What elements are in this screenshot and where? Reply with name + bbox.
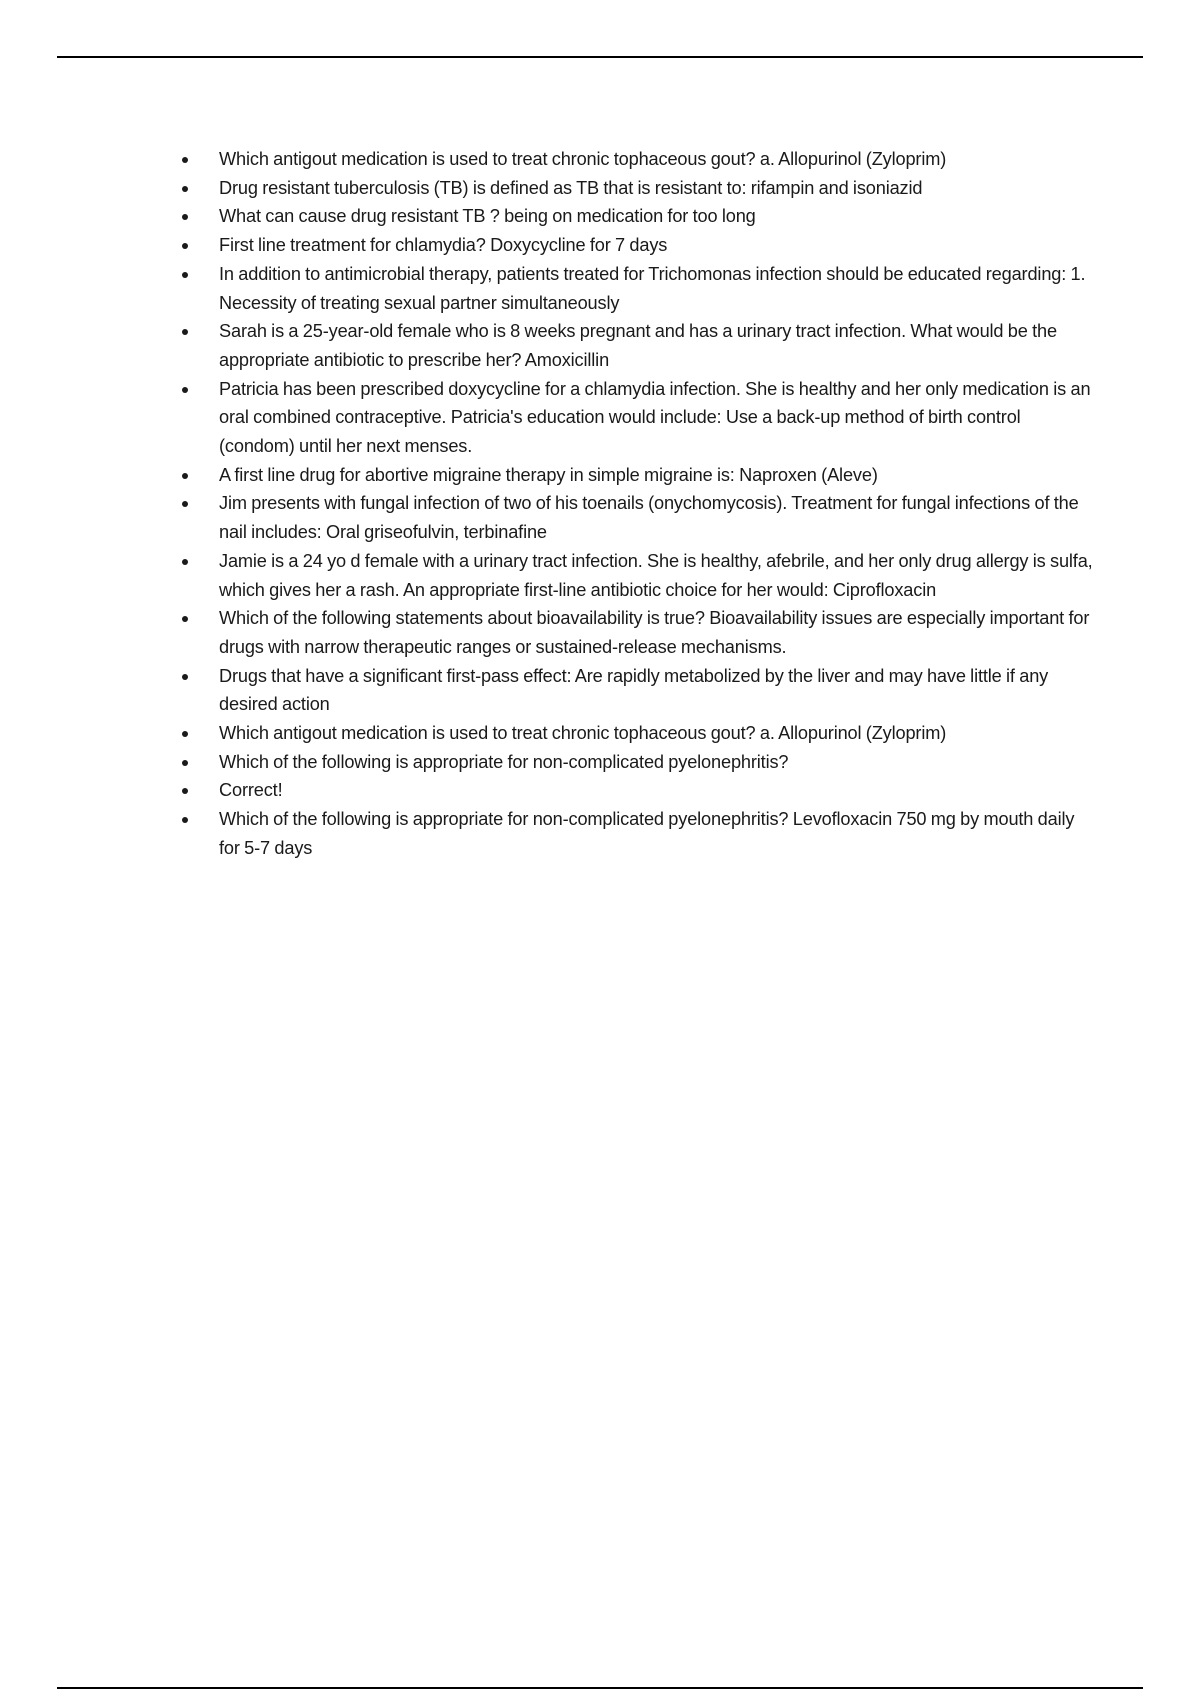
list-item: [160, 604, 1095, 661]
list-item-text: Jim presents with fungal infection of two of his toenails (onychomycosis). Treatment for fungal infections of the nail includes: Oral griseofulvin, terbinafine: [219, 493, 1079, 543]
bullet-icon: [182, 272, 188, 278]
list-item: [160, 145, 1095, 174]
list-item-text: Which of the following is appropriate for non-complicated pyelonephritis? Levofloxacin 750 mg by mouth daily for 5-7 days: [219, 809, 1075, 858]
list-item: [160, 776, 1095, 805]
bullet-icon: [182, 387, 188, 393]
list-item: [160, 662, 1095, 719]
list-item: [160, 748, 1095, 777]
bullet-icon: [182, 674, 188, 680]
list-item: [160, 719, 1095, 748]
list-item: [160, 489, 1095, 546]
list-item: [160, 547, 1095, 604]
list-item: [160, 461, 1095, 490]
list-item: [160, 260, 1095, 317]
list-item-text: In addition to antimicrobial therapy, patients treated for Trichomonas infection should be educated regarding: 1. Necessity of treating sexual partner simultaneously: [219, 263, 1086, 313]
list-item-text: Which antigout medication is used to treat chronic tophaceous gout? a. Allopurinol (Zyloprim): [219, 149, 947, 169]
list-item: [160, 174, 1095, 203]
bullet-icon: [182, 157, 188, 163]
bullet-icon: [182, 760, 188, 766]
list-item-text: Correct!: [219, 780, 283, 801]
list-item: [160, 231, 1095, 260]
list-item-text: A first line drug for abortive migraine therapy in simple migraine is: Naproxen (Aleve): [219, 464, 878, 485]
bullet-icon: [182, 731, 188, 737]
list-item: [160, 317, 1095, 374]
bullet-icon: [182, 473, 188, 479]
list-item-text: Which antigout medication is used to treat chronic tophaceous gout? a. Allopurinol (Zyloprim): [219, 723, 947, 744]
list-item-text: Which of the following is appropriate for non-complicated pyelonephritis?: [219, 751, 789, 772]
list-item-text: Patricia has been prescribed doxycycline for a chlamydia infection. She is healthy and her only medication is an oral combined contraceptive. Patricia's education would include: Use a back-up method of birth control (condom) until her next menses.: [219, 378, 1091, 457]
list-item-text: Which of the following statements about bioavailability is true? Bioavailability issues are especially important for drugs with narrow therapeutic ranges or sustained-release mechanisms.: [219, 608, 1090, 657]
bullet-icon: [182, 243, 188, 249]
list-item-text: Jamie is a 24 yo d female with a urinary tract infection. She is healthy, afebrile, and her only drug allergy is sulfa, which gives her a rash. An appropriate first-line antibiotic choice for her would: Ciprofloxacin: [219, 550, 1093, 600]
question-answer-list: [160, 145, 1095, 863]
bullet-icon: [182, 817, 188, 823]
header-rule: [57, 56, 1143, 58]
list-item-text: First line treatment for chlamydia? Doxycycline for 7 days: [219, 235, 668, 256]
footer-rule: [57, 1687, 1143, 1689]
list-item: [160, 375, 1095, 461]
bullet-icon: [182, 329, 188, 335]
list-item-text: Drugs that have a significant first-pass effect: Are rapidly metabolized by the liver and may have little if any desired action: [219, 665, 1049, 715]
list-item-text: Sarah is a 25-year-old female who is 8 weeks pregnant and has a urinary tract infection. What would be the appropriate antibiotic to prescribe her? Amoxicillin: [219, 321, 1057, 370]
list-item-text: Drug resistant tuberculosis (TB) is defined as TB that is resistant to: rifampin and isoniazid: [219, 177, 923, 198]
list-item-text: What can cause drug resistant TB ? being on medication for too long: [219, 206, 756, 227]
list-item: [160, 805, 1095, 862]
bullet-icon: [182, 214, 188, 220]
list-item: [160, 202, 1095, 231]
bullet-icon: [182, 559, 188, 565]
bullet-icon: [182, 501, 188, 507]
bullet-icon: [182, 186, 188, 192]
bullet-icon: [182, 788, 188, 794]
bullet-icon: [182, 616, 188, 622]
